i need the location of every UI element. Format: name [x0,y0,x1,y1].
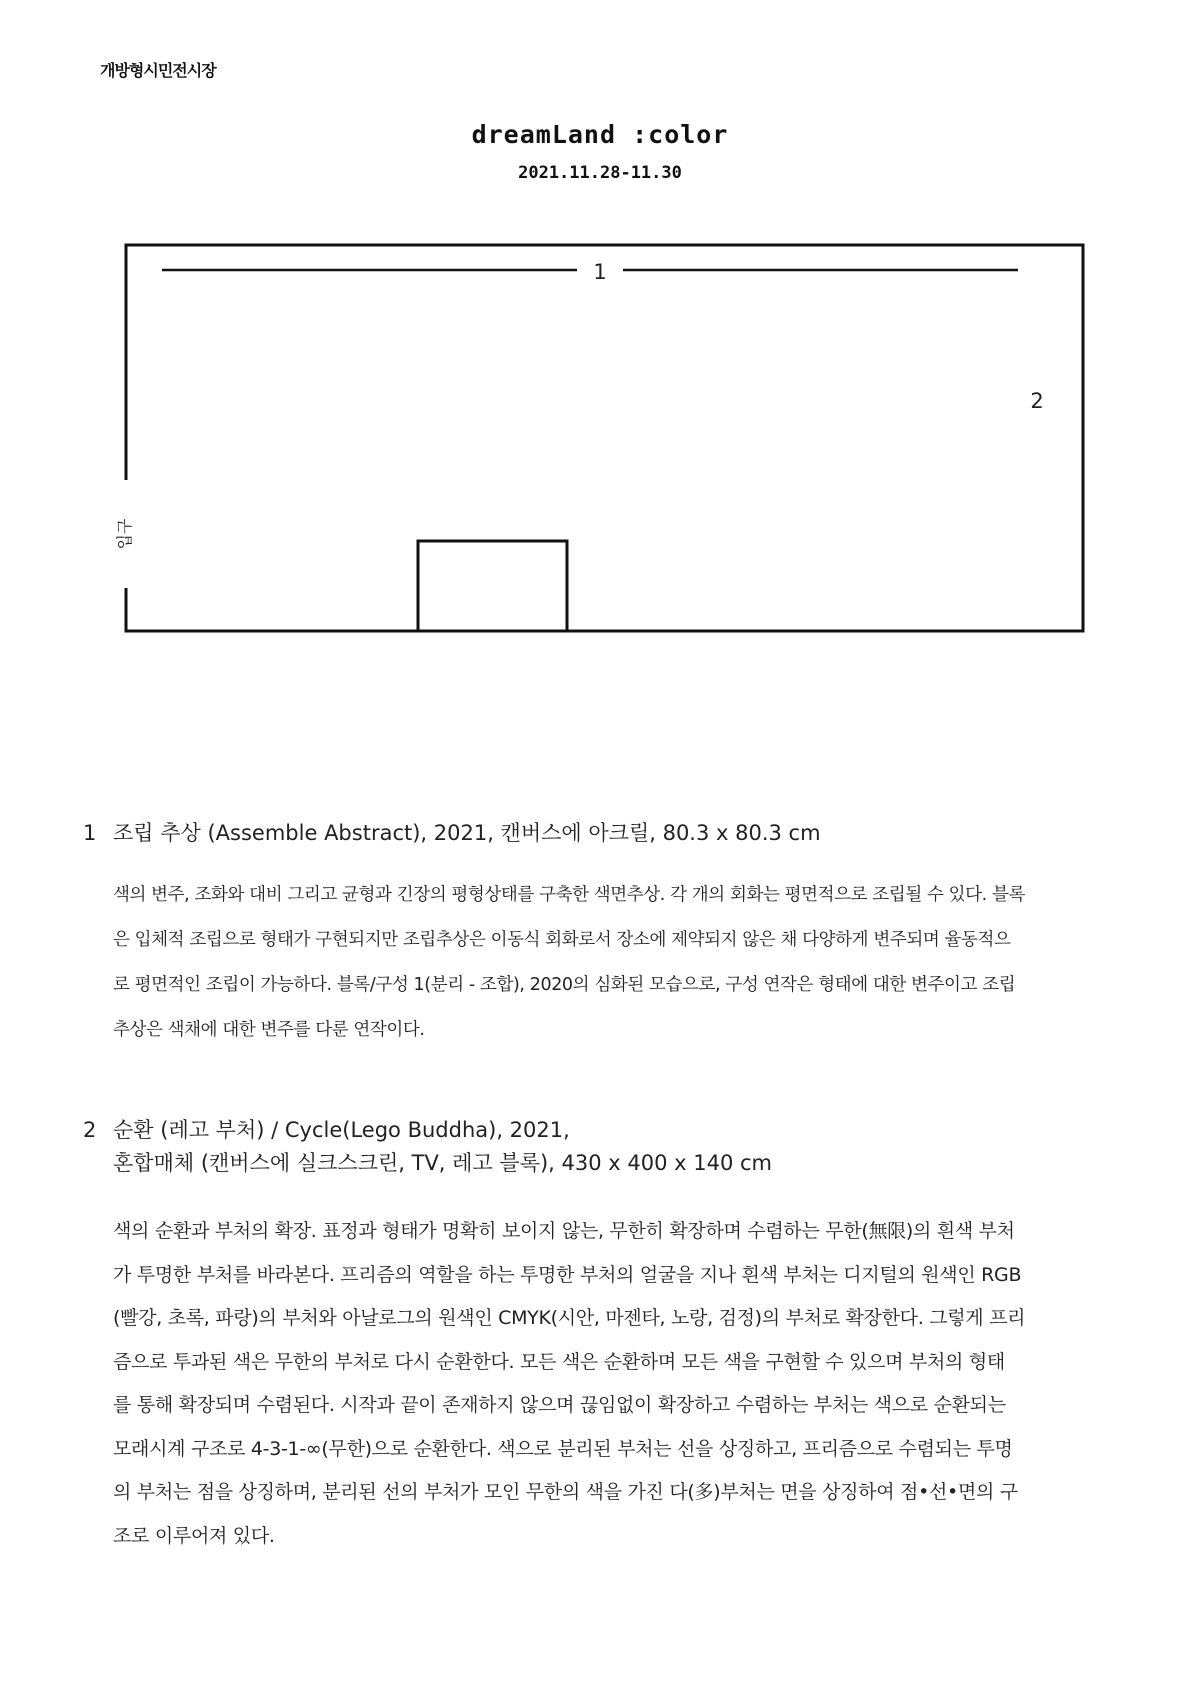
artwork-2-marker: 2 [1030,389,1044,413]
work-2-desc-line: 를 통해 확장되며 수렴된다. 시작과 끝이 존재하지 않으며 끊임없이 확장하고 수렴하는 부처는 색으로 순환되는 [113,1394,1006,1416]
work-2-desc-line: 의 부처는 점을 상징하며, 분리된 선의 부처가 모인 무한의 색을 가진 다(多)부처는 면을 상징하여 점•선•면의 구 [113,1481,1018,1503]
work-2-desc-line: 조로 이루어져 있다. [113,1524,275,1547]
plan-pedestal [418,541,567,631]
artwork-1-marker: 1 [593,260,607,284]
floor-plan [0,0,1200,650]
work-1-number: 1 [83,821,97,845]
work-2-desc-line: 즘으로 투과된 색은 무한의 부처로 다시 순환한다. 모든 색은 순환하며 모든 색을 구현할 수 있으며 부처의 형태 [113,1350,1005,1373]
gallery-logo: 개방형시민전시장 [100,61,216,80]
work-2-desc-line: 가 투명한 부처를 바라본다. 프리즘의 역할을 하는 투명한 부처의 얼굴을 지나 흰색 부처는 디지털의 원색인 RGB [113,1263,1022,1286]
work-1-desc-line: 색의 변주, 조화와 대비 그리고 균형과 긴장의 평형상태를 구축한 색면추상. 각 개의 회화는 평면적으로 조립될 수 있다. 블록 [113,885,1025,905]
exhibition-dates: 2021.11.28-11.30 [518,163,682,183]
plan-outer-wall [126,245,1083,631]
work-2-desc-line: 모래시계 구조로 4-3-1-∞(무한)으로 순환한다. 색으로 분리된 부처는 선을 상징하고, 프리즘으로 수렴되는 투명 [113,1437,1013,1460]
work-1-description [113,873,1118,1053]
work-2-desc-line: 색의 순환과 부처의 확장. 표정과 형태가 명확히 보이지 않는, 무한히 확장하며 수렴하는 무한(無限)의 흰색 부처 [113,1220,1015,1242]
work-2-description [113,1210,1118,1558]
work-2-title-line: 혼합매체 (캔버스에 실크스크린, TV, 레고 블록), 430 x 400 x 140 cm [113,1151,772,1175]
entrance-label: 입구 [115,518,134,550]
work-2-title-line: 순환 (레고 부처) / Cycle(Lego Buddha), 2021, [113,1118,570,1142]
exhibition-title: dreamLand :color [471,120,729,149]
work-1-title-line: 조립 추상 (Assemble Abstract), 2021, 캔버스에 아크릴, 80.3 x 80.3 cm [113,821,821,845]
work-1-desc-line: 은 입체적 조립으로 형태가 구현되지만 조립추상은 이동식 회화로서 장소에 제약되지 않은 채 다양하게 변주되며 율동적으 [113,930,1011,950]
work-1-title [83,817,821,850]
work-1-desc-line: 추상은 색채에 대한 변주를 다룬 연작이다. [113,1020,425,1040]
work-1-desc-line: 로 평면적인 조립이 가능하다. 블록/구성 1(분리 - 조합), 2020의 심화된 모습으로, 구성 연작은 형태에 대한 변주이고 조립 [113,975,1016,995]
work-2-title [83,1114,772,1180]
work-2-number: 2 [83,1118,97,1142]
work-2-desc-line: (빨강, 초록, 파랑)의 부처와 아날로그의 원색인 CMYK(시안, 마젠타, 노랑, 검정)의 부처로 확장한다. 그렇게 프리 [113,1307,1026,1329]
